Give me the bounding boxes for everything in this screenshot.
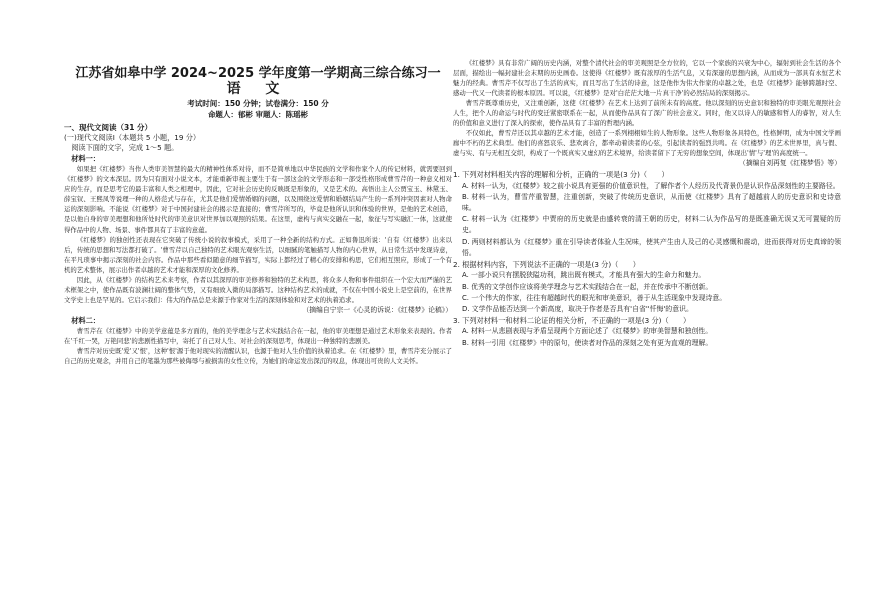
sub-section-heading: (一)现代文阅读Ⅰ（本题共 5 小题，19 分） <box>64 133 201 142</box>
question-stem: 2. 根据材料内容，下列说法不正确的一项是(3 分)（ ） <box>453 260 640 270</box>
material2-source: （摘编自刘再复《红楼梦悟》等） <box>739 159 841 168</box>
question-option: B. 材料一引用《红楼梦》中的原句，使读者对作品的深刻之处有更为直观的理解。 <box>462 338 713 347</box>
material1-source: （摘编自宁宗一《心灵的诉说：《红楼梦》论稿》） <box>302 305 452 314</box>
question-stem: 3. 下列对材料一和材料二论证的相关分析，不正确的一项是(3 分)（ ） <box>453 316 691 326</box>
material2-paragraph: 不仅如此，曹雪芹还以其卓越的艺术才能，创造了一系列栩栩如生的人物形象。这些人物形象各具特色，性格鲜明，成为中国文学画廊中不朽的艺术典型。他们的喜怒哀乐、悲欢离合，都牵动着读者的心弦，引起读者的强烈共鸣。在《红楼梦》的艺术世界里，真与假、虚与实、有与无相互交织，构成了一个既真实又虚幻的艺术境界，给读者留下了无穷的想象空间，体现出'情'与'理'的高度统一。 <box>453 129 841 158</box>
question-stem: 1. 下列对材料相关内容的理解和分析，正确的一项是(3 分)（ ） <box>453 170 669 180</box>
question-option: A. 材料一从悲剧表现与矛盾呈现两个方面论述了《红楼梦》的审美智慧和独创性。 <box>462 327 713 336</box>
exam-title: 江苏省如皋中学 2024~2025 学年度第一学期高三综合练习一 <box>75 66 441 81</box>
material2-label: 材料二： <box>71 315 100 325</box>
exam-authors: 命题人：郁彬 审题人：陈瑶彬 <box>207 110 309 119</box>
subject-title: 语 文 <box>226 81 290 97</box>
question-option: C. 材料一认为《红楼梦》中贾府的历史就是由盛转衰的清王朝的历史，材料二认为作品写的是既准确无误又无可置疑的历史。 <box>462 215 841 235</box>
left-column <box>64 58 452 366</box>
question-option: B. 材料一认为，曹雪芹重智慧，注重创新，突破了传统历史意识，从而使《红楼梦》具有了超越前人的历史意识和史诗意味。 <box>462 192 841 213</box>
material1-label: 材料一： <box>71 153 100 163</box>
question-option: D. 两则材料都认为《红楼梦》重在引导读者体验人生况味，使其产生由人及己的心灵感慨和震动，进而获得对历史真谛的领悟。 <box>462 237 841 257</box>
section-heading: 一、现代文阅读（31 分） <box>64 123 153 132</box>
question-option: A. 一部小说只有摆脱狭隘功利，跳出既有模式，才能具有强大的生命力和魅力。 <box>462 271 706 280</box>
material1-paragraph: 《红楼梦》的独创性还表现在它突破了传统小说的叙事模式，采用了一种全新的结构方式。正如鲁迅所说：'自有《红楼梦》出来以后，传统的思想和写法都打破了。'曹雪芹以自己独特的艺术眼光观察生活，以细腻的笔触描写人物的内心世界，从日常生活中发现诗意，在平凡琐事中揭示深刻的社会内容。作品中那些看似随意的细节描写，实际上都经过了精心的安排和构思，它们相互照应，形成了一个有机的艺术整体，展示出作者卓越的艺术才能和深厚的文化修养。 <box>64 235 452 274</box>
material2-paragraph: 曹雪芹在《红楼梦》中的美学意蕴是多方面的，他的美学理念与艺术实践结合在一起，他的审美理想是通过艺术形象来表现的。作者在'千红一哭，万艳同悲'的悲剧性描写中，寄托了自己对人生、对社会的深刻思考，体现出一种独特的悲剧美。 <box>64 327 452 346</box>
material1-paragraph: 如果把《红楼梦》当作人类审美智慧的最大的精神性体系对待，而不是简单地以中华民族的文学和作家个人的传记材料，就需要回到《红楼梦》的文本深层。因为只有面对小说文本，才能重新审视主要生于有一部这金的文学形态和一部受性格形成曹雪芹的一种意义相对应的生存，而是思考它的最丰富和人类之相理中，因此，它对社会历史的反映既是形象的，又是艺术的。高悟出主人公贾宝玉、林黛玉、薛宝钗、王熙凤等说理一种的人格范式与存在，尤其是他们爱情婚姻的问题，以及围绕这爱情和婚姻结局产生的一系列冲突因素对人物命运的深刻影响。不能说《红楼梦》对于中国封建社会的揭示是直接的；曹雪芹所写的，毕竟是他所认识和体验的世界，是他的艺术创造，是以他自身的审美理想和他所处时代的审美意识对世界加以观照的结果。在这里，虚构与真实交融在一起，象征与写实融汇一体，这就使得作品中的人物、场景、事件都具有了丰富的意蕴。 <box>64 165 452 234</box>
exam-info: 考试时间：150 分钟；试卷满分：150 分 <box>187 99 329 108</box>
right-column <box>453 58 841 349</box>
material2-paragraph: 曹雪芹对历史既'爱'又'恨'，这种'恨'源于他对现实的清醒认识，也源于他对人生价值的执着追求。在《红楼梦》里，曹雪芹充分展示了自己的历史观念，并用自己的笔墨为那些被侮辱与被损害的女性立传，为她们的命运发出深沉的叹息，体现出可贵的人文关怀。 <box>64 347 452 366</box>
question-option: C. 一个伟大的作家，往往有超越时代的眼光和审美意识，善于从生活现象中发现诗意。 <box>462 293 727 302</box>
reading-instruction: 阅读下面的文字，完成 1～5 题。 <box>71 143 179 153</box>
question-option: A. 材料一认为，《红楼梦》较之前小说具有更强的价值意识性，了解作者个人经历及代背景仍是认识作品深刻性的主要路径。 <box>462 181 840 190</box>
question-option: B. 优秀的文学创作应该将美学理念与艺术实践结合在一起，并在传承中不断创新。 <box>462 282 713 291</box>
material1-paragraph: 因此，从《红楼梦》的结构艺术来考察，作者以其深厚的审美修养和独特的艺术构思，将众多人物和事件组织在一个宏大而严谨的艺术框架之中，使作品既有波澜壮阔的整体气势，又有细致入微的局部描写。这种结构艺术的成就，不仅在中国小说史上是空前的，在世界文学史上也是罕见的。它启示我们：伟大的作品总是来源于作家对生活的深刻体验和对艺术的执着追求。 <box>64 275 452 304</box>
material2-paragraph: 曹雪芹既尊重历史，又注重创新，这使《红楼梦》在艺术上达到了前所未有的高度。他以深刻的历史意识和独特的审美眼光观照社会人生，把个人的命运与时代的变迁紧密联系在一起，从而使作品具有了深广的社会意义。同时，他又以诗人的敏感和哲人的睿智，对人生的价值和意义进行了深入的探索，使作品具有了丰富的哲理内涵。 <box>453 99 841 128</box>
material2-paragraph: 《红楼梦》具有非常广阔的历史内涵，对整个清代社会的审美观照是全方位的，它以一个家族的兴衰为中心，辐射到社会生活的各个层面，描绘出一幅封建社会末期的历史画卷。这使得《红楼梦》既有浓厚的生活气息，又有深邃的思想内涵，从而成为一部具有永恒艺术魅力的经典。曹雪芹不仅写出了生活的真实，而且写出了生活的诗意，这是他作为伟大作家的卓越之处，也是《红楼梦》能够跨越时空、感动一代又一代读者的根本原因。可以说，《红楼梦》是对'白茫茫大地一片真干净'的必然结局的深刻揭示。 <box>453 59 841 98</box>
question-option: D. 文学作品能否达到一个新高度，取决于作者是否具有'自省''忏悔'的意识。 <box>462 304 693 313</box>
